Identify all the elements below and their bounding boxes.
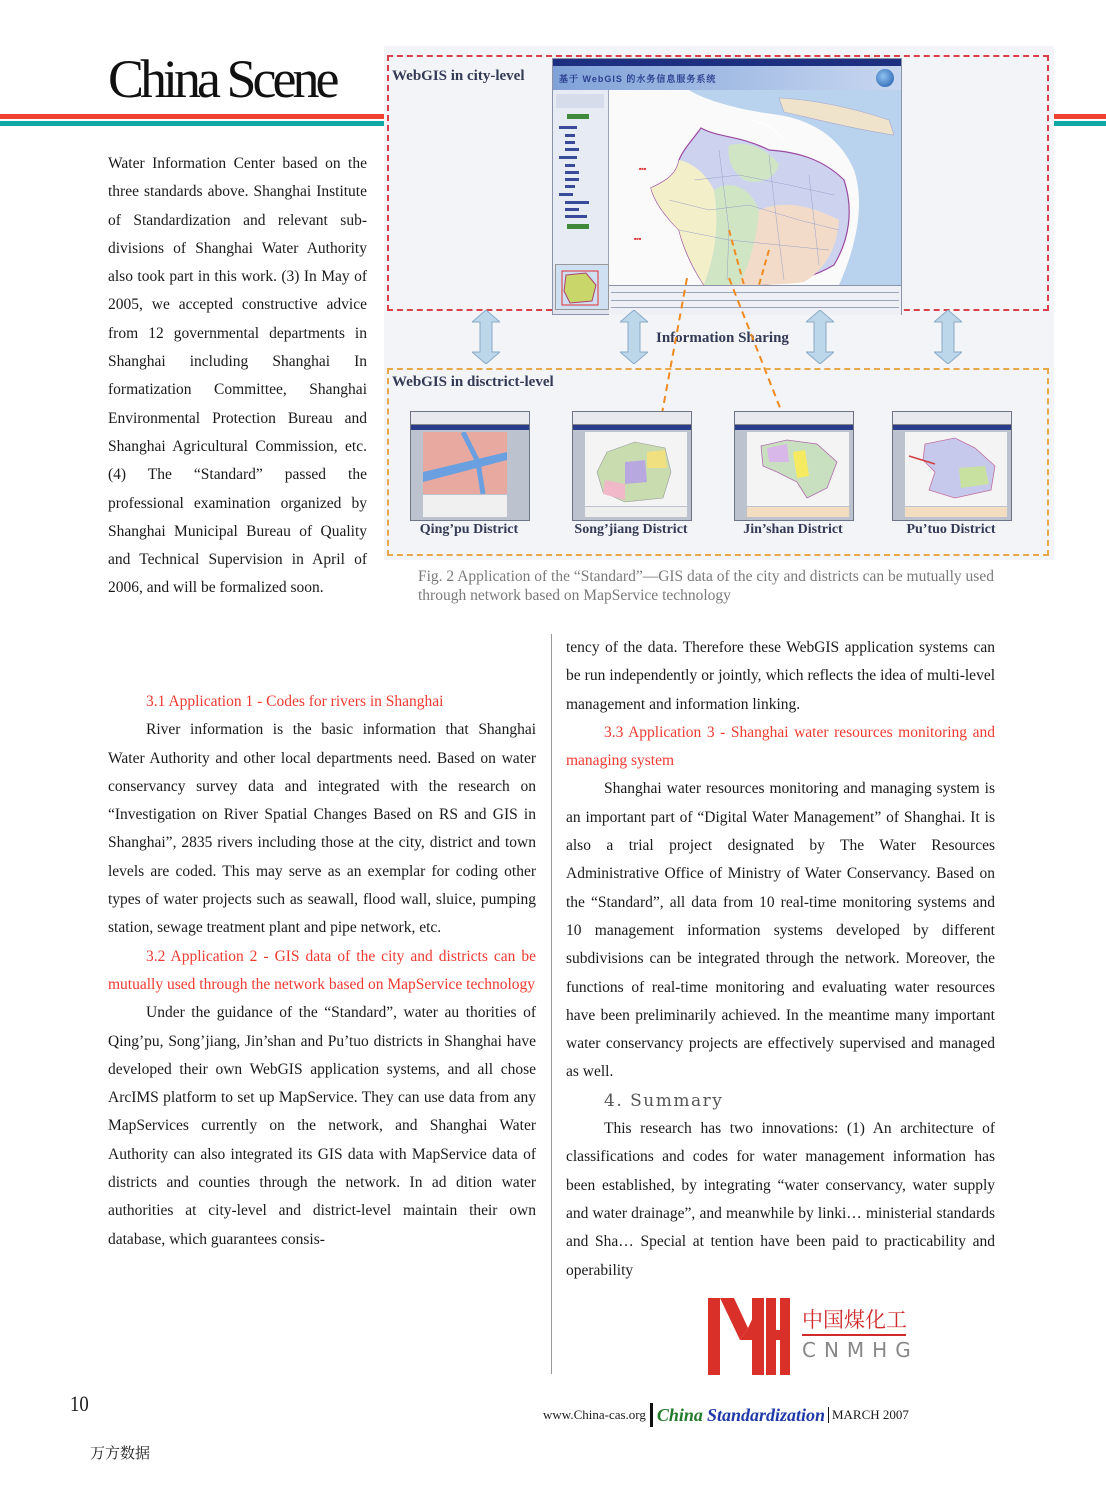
footer-magazine-standardization: Standardization (706, 1404, 825, 1425)
section-3-3-body: Shanghai water resources monitoring and managing system is an important part of “Digital Water Management” of Shanghai. It is also a trial project designated by The Water Resources Administrative Office of Ministry of Water Conservancy. Based on the “Standard”, all data from 10 real-time monitoring systems and 10 management information systems developed by different subdivisions can be integrated through the network. Moreover, the functions of real-time monitoring and evaluating water resources have been preliminarily achieved. In the meantime many important water conservancy projects are effectively supervised and managed as well. (566, 780, 995, 1081)
source-mark: 万方数据 (90, 1444, 151, 1462)
footer-separator-thin (828, 1407, 829, 1423)
svg-text:■■■: ■■■ (639, 166, 647, 171)
watermark-chinese-text: 中国煤化工 (802, 1304, 907, 1334)
section-3-2-body: Under the guidance of the “Standard”, water au thorities of Qing’pu, Song’jiang, Jin’shan and Pu’tuo districts in Shanghai have developed their own WebGIS application systems, and all chose ArcIMS platform to set up MapService. They can use data from any MapServices currently on the network, and Shanghai Water Authority can also integrated its GIS data with MapService data of districts and counties through the network. In ad dition water authorities at city-level and district-level maintain their own database, which guarantees consis- (108, 1004, 536, 1248)
figure-caption: Fig. 2 Application of the “Standard”—GIS data of the city and districts can be mutually used through network based on MapService technology (418, 568, 994, 604)
district-screenshot-jinshan (734, 411, 854, 521)
header-rule-red-right (1054, 114, 1106, 119)
city-level-label: WebGIS in city-level (392, 68, 525, 84)
page-footer (543, 1403, 909, 1427)
section-title: China Scene (108, 49, 336, 109)
section-3-2-heading: 3.2 Application 2 - GIS data of the city and districts can be mutually used through the network based on MapService technology (108, 947, 536, 993)
district-label-jinshan: Jin’shan District (743, 522, 843, 537)
section-3-1-heading: 3.1 Application 1 - Codes for rivers in Shanghai (146, 693, 444, 710)
information-sharing-label: Information Sharing (656, 330, 789, 346)
cnmhg-logo-icon (708, 1298, 790, 1375)
header-rule-teal-right (1054, 121, 1106, 126)
paragraph-continued: Water Information Center based on the three standards above. Shanghai Institute of Standardization and relevant sub-divisions of Shanghai Water Authority also took part in this work. (3) In May of 2005, we accepted constructive advice from 12 governmental departments in Shanghai including Shanghai In formatization Committee, Shanghai Environmental Protection Bureau and Shanghai Agricultural Commission, etc. (4) The “Standard” passed the professional examination organized by Shanghai Municipal Bureau of Quality and Technical Supervision in April of 2006, and will be formalized soon. (108, 155, 367, 597)
page-number: 10 (70, 1391, 89, 1416)
left-column-top (108, 150, 367, 603)
footer-website[interactable]: www.China-cas.org (543, 1407, 646, 1422)
app-banner-title: 基于 WebGIS 的水务信息服务系统 (559, 74, 717, 84)
svg-text:■■■: ■■■ (634, 236, 642, 241)
watermark-divider (802, 1334, 906, 1336)
right-column (566, 634, 995, 1285)
district-level-label: WebGIS in disctrict-level (392, 374, 554, 390)
watermark-latin-text: CNMHG (802, 1338, 919, 1362)
watermark-logo (708, 1298, 919, 1378)
district-screenshot-songjiang (572, 411, 692, 521)
section-3-1-body: River information is the basic information that Shanghai Water Authority and other local departments need. Based on water conservancy survey data and integrated with the research on “Investigation on River Spatial Changes Based on RS and GIS in Shanghai”, 2835 rivers including those at the city, district and town levels are coded. This may serve as an exemplar for coding other types of water projects such as seawall, flood wall, sluice, pumping station, sewage treatment plant and pipe network, etc. (108, 721, 536, 937)
section-3-3-heading: 3.3 Application 3 - Shanghai water resources monitoring and managing system (566, 723, 995, 770)
district-screenshot-putuo (892, 411, 1012, 521)
header-rule-teal (0, 121, 386, 126)
district-label-qingpu: Qing’pu District (419, 522, 519, 537)
left-column-bottom (108, 688, 536, 1254)
footer-issue: MARCH 2007 (831, 1407, 909, 1422)
paragraph-continued-right: tency of the data. Therefore these WebGIS application systems can be run independently or jointly, which reflects the idea of multi-level management and information linking. (566, 639, 995, 713)
header-rule-red (0, 114, 386, 119)
column-divider (551, 634, 552, 1374)
section-4-heading: 4. Summary (604, 1090, 724, 1111)
footer-magazine-china: China (656, 1404, 703, 1425)
district-screenshot-qingpu (410, 411, 530, 521)
footer-separator (650, 1403, 653, 1427)
district-label-putuo: Pu’tuo District (906, 522, 996, 537)
district-label-songjiang: Song’jiang District (574, 522, 688, 537)
section-4-body: This research has two innovations: (1) An architecture of classifications and codes for water management information has been established, by integrating “water conservancy, water supply and water drainage”, and meanwhile by linki… ministerial standards and Sha… Special at tention have been paid to practicability and operability (566, 1120, 995, 1279)
figure-webgis-sharing (384, 46, 1054, 560)
